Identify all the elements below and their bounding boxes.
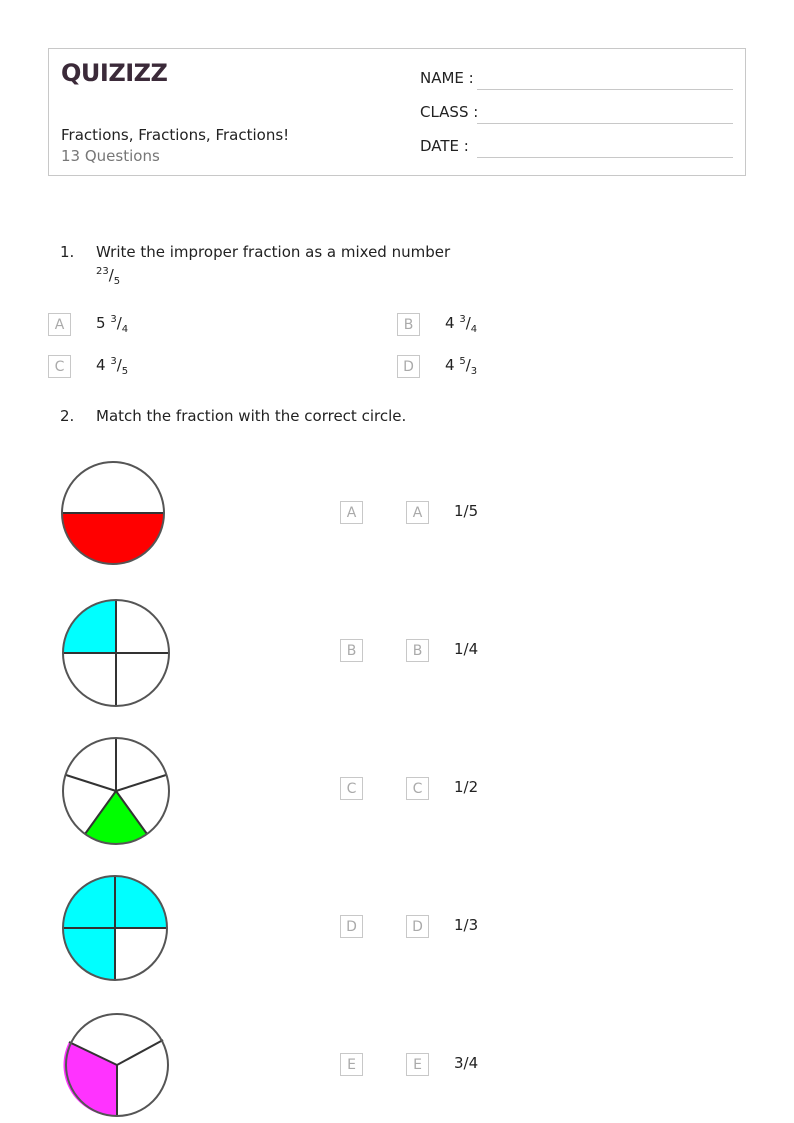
q2-number: 2. [60, 407, 75, 425]
q2-text: Match the fraction with the correct circle. [96, 407, 407, 425]
match-right-box-d[interactable]: D [406, 915, 429, 938]
match-left-box-d[interactable]: D [340, 915, 363, 938]
match-value-c: 1/2 [454, 778, 479, 796]
q1-option-a-value: 5 $^3/_4$ [96, 314, 129, 335]
class-label: CLASS : [420, 103, 479, 121]
circle-quarter-shaded [60, 598, 172, 708]
circle-three-quarters-shaded [60, 874, 170, 982]
match-value-b: 1/4 [454, 640, 479, 658]
date-line[interactable] [477, 157, 733, 158]
match-right-box-c[interactable]: C [406, 777, 429, 800]
quizizz-logo: QUIZIZZ [61, 59, 168, 87]
match-left-box-e[interactable]: E [340, 1053, 363, 1076]
circle-fifth-shaded [60, 736, 172, 846]
worksheet-title: Fractions, Fractions, Fractions! [61, 126, 290, 144]
match-value-a: 1/5 [454, 502, 479, 520]
match-left-box-a[interactable]: A [340, 501, 363, 524]
q1-option-a-box[interactable]: A [48, 313, 71, 336]
q1-number: 1. [60, 243, 75, 261]
date-label: DATE : [420, 137, 469, 155]
q1-option-d-value: 4 $^5/_3$ [445, 356, 478, 377]
q1-option-b-box[interactable]: B [397, 313, 420, 336]
q1-option-d-box[interactable]: D [397, 355, 420, 378]
question-count: 13 Questions [61, 147, 160, 165]
circle-third-shaded [63, 1012, 171, 1118]
circle-1-shaded-part [62, 513, 164, 564]
q1-text: Write the improper fraction as a mixed number [96, 243, 451, 261]
match-right-box-b[interactable]: B [406, 639, 429, 662]
match-left-box-c[interactable]: C [340, 777, 363, 800]
name-line[interactable] [477, 89, 733, 90]
q1-option-b-value: 4 $^3/_4$ [445, 314, 478, 335]
q1-option-c-box[interactable]: C [48, 355, 71, 378]
match-right-box-a[interactable]: A [406, 501, 429, 524]
circle-half-shaded [59, 460, 167, 566]
circle-3-shaded-part [85, 791, 147, 844]
worksheet-header [48, 48, 746, 176]
match-value-e: 3/4 [454, 1054, 479, 1072]
q1-option-c-value: 4 $^3/_5$ [96, 356, 129, 377]
match-right-box-e[interactable]: E [406, 1053, 429, 1076]
match-left-box-b[interactable]: B [340, 639, 363, 662]
class-line[interactable] [477, 123, 733, 124]
name-label: NAME : [420, 69, 474, 87]
q1-fraction: $^{23}/_5$ [96, 266, 121, 287]
match-value-d: 1/3 [454, 916, 479, 934]
